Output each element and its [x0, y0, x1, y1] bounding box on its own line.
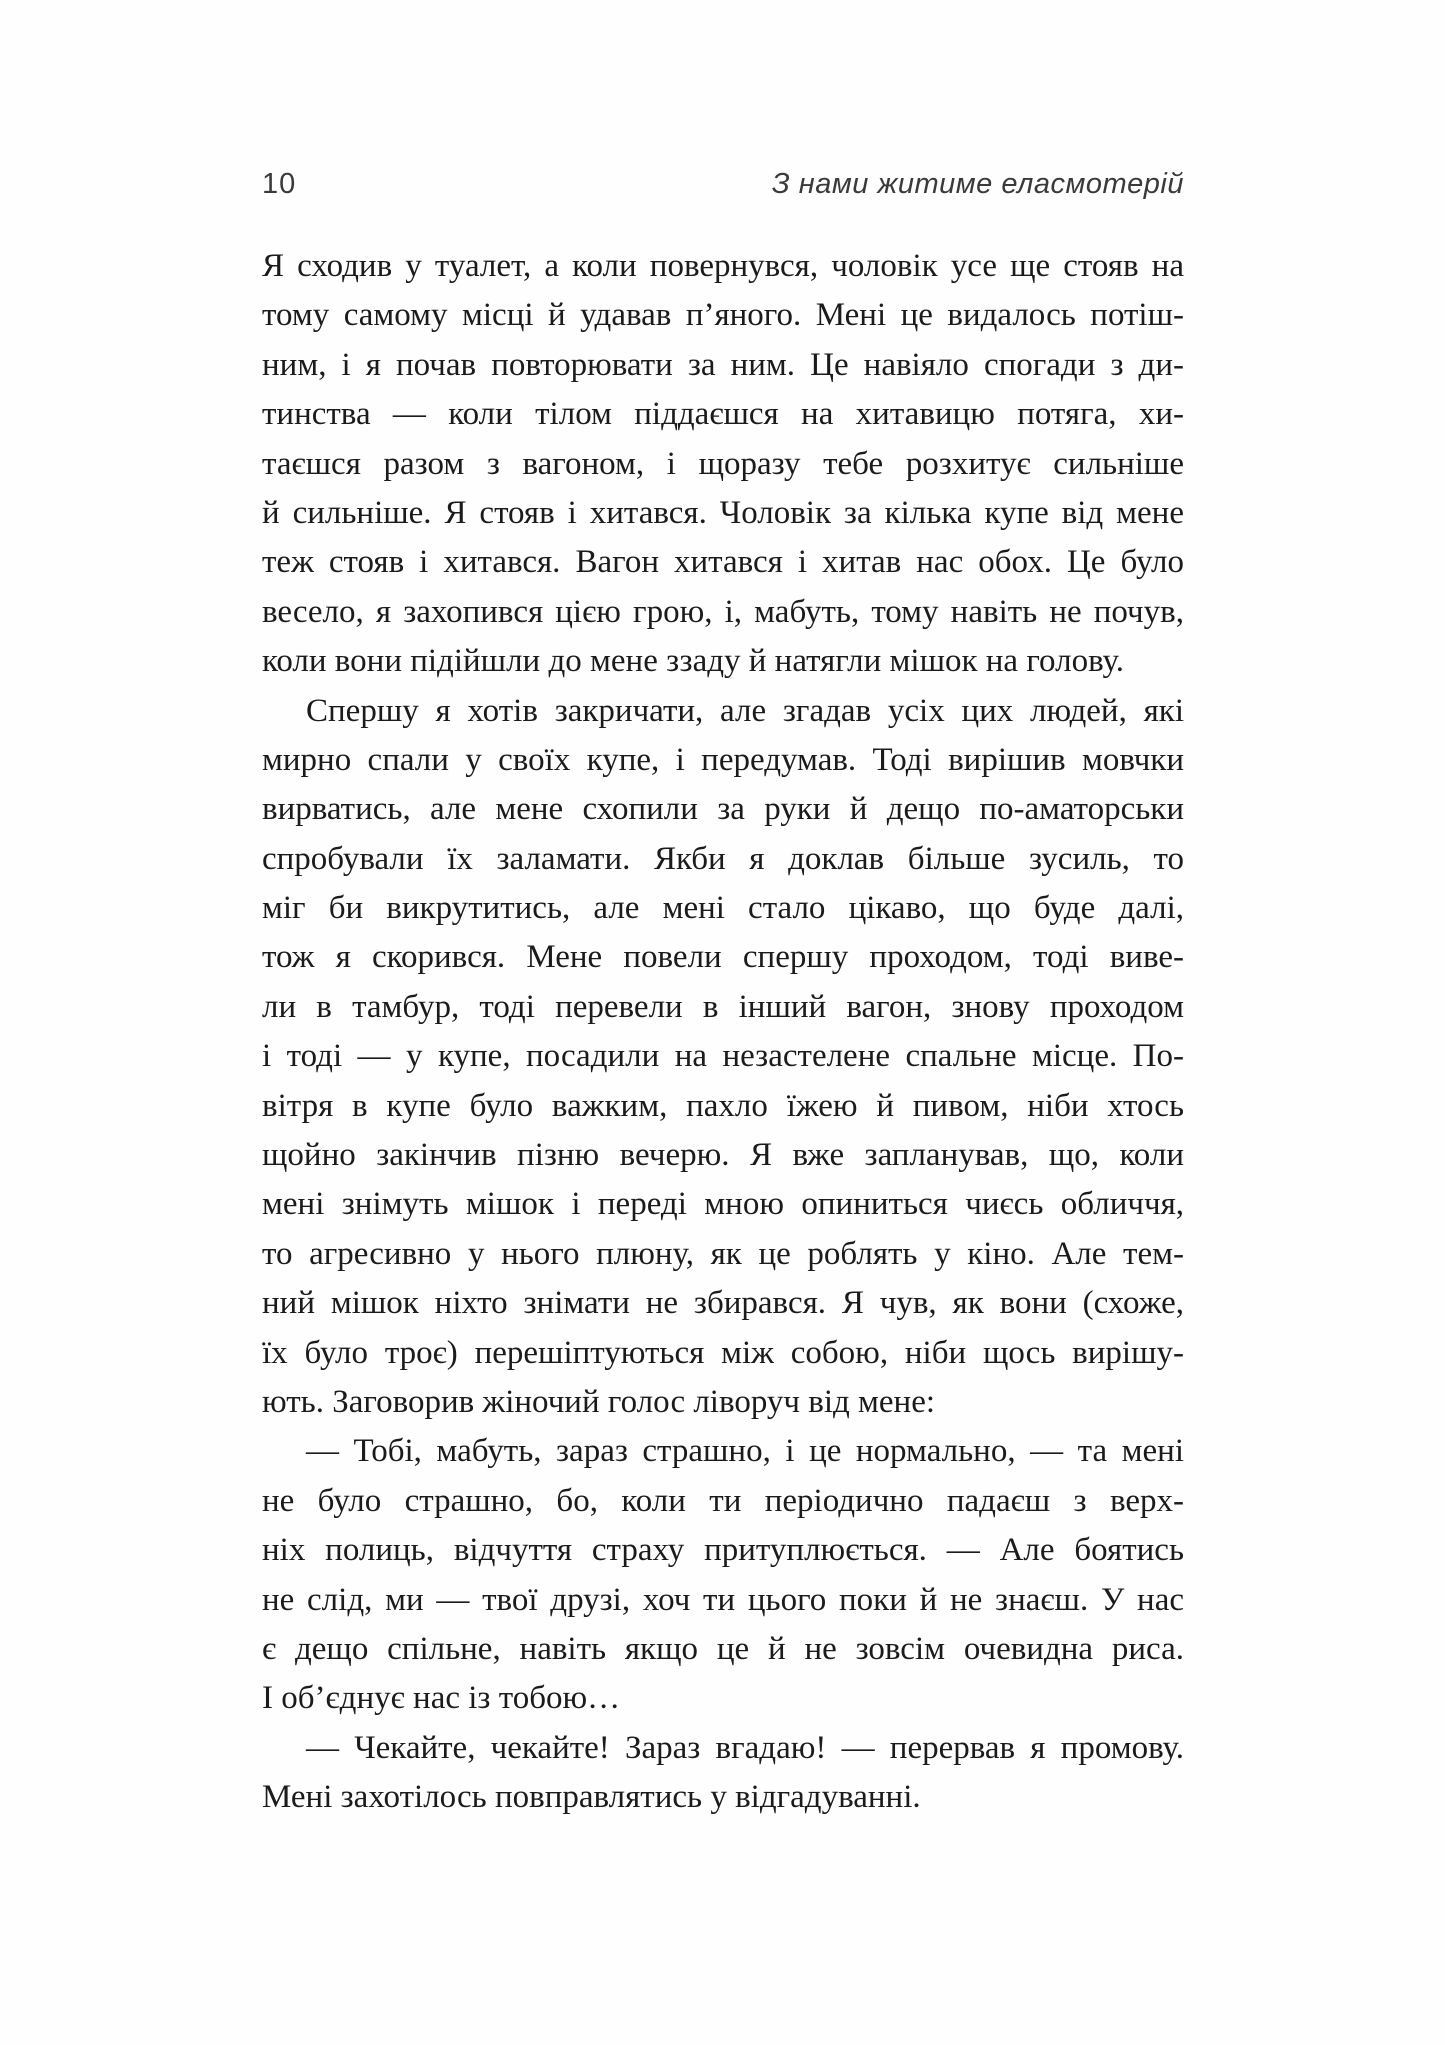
text-line: І об’єднує нас із тобою… — [262, 1680, 621, 1717]
text-line: Я сходив у туалет, а коли повернувся, чоловік усе ще стояв на — [262, 248, 1184, 284]
text-line: теж стояв і хитався. Вагон хитався і хитав нас обох. Це було — [262, 544, 1184, 581]
text-line: мені знімуть мішок і переді мною опиниться чиєсь обличчя, — [262, 1186, 1184, 1223]
book-title: З нами житиме еласмотерій — [771, 167, 1184, 200]
text-line: тому самому місці й удавав п’яного. Мені це видалось потіш- — [262, 297, 1184, 334]
text-line: міг би викрутитись, але мені стало цікаво, що буде далі, — [262, 890, 1184, 927]
text-line: — Чекайте, чекайте! Зараз вгадаю! — перервав я промову. — [306, 1729, 1184, 1766]
text-line: не слід, ми — твої друзі, хоч ти цього поки й не знаєш. У нас — [262, 1581, 1184, 1618]
page-number: 10 — [262, 167, 297, 200]
text-line: таєшся разом з вагоном, і щоразу тебе розхитує сильніше — [262, 445, 1184, 482]
text-line: вирватись, але мене схопили за руки й дещо по-аматорськи — [262, 791, 1184, 828]
text-line: є дещо спільне, навіть якщо це й не зовсім очевидна риса. — [262, 1630, 1184, 1667]
text-line: ють. Заговорив жіночий голос ліворуч від мене: — [262, 1383, 936, 1420]
text-line: ним, і я почав повторювати за ним. Це навіяло спогади з ди- — [262, 346, 1184, 383]
text-line: не було страшно, бо, коли ти періодично падаєш з верх- — [262, 1482, 1184, 1519]
text-line: тинства — коли тілом піддаєшся на хитавицю потяга, хи- — [262, 396, 1184, 433]
text-line: Спершу я хотів закричати, але згадав усіх цих людей, які — [306, 692, 1184, 729]
text-line: весело, я захопився цією грою, і, мабуть, тому навіть не почув, — [262, 593, 1184, 630]
text-line: їх було троє) перешіптуються між собою, ніби щось вирішу- — [262, 1334, 1184, 1371]
text-line: і тоді — у купе, посадили на незастелене спальне місце. По- — [262, 1038, 1184, 1075]
text-line: щойно закінчив пізню вечерю. Я вже запланував, що, коли — [262, 1137, 1184, 1174]
running-head — [262, 160, 1184, 208]
text-line: — Тобі, мабуть, зараз страшно, і це нормально, — та мені — [306, 1433, 1184, 1470]
text-line: ли в тамбур, тоді перевели в інший вагон, знову проходом — [262, 988, 1184, 1025]
text-line: спробували їх заламати. Якби я доклав більше зусиль, то — [262, 840, 1184, 877]
text-line: й сильніше. Я стояв і хитався. Чоловік за кілька купе від мене — [262, 494, 1184, 531]
body-text — [262, 242, 1184, 1823]
text-line: вітря в купе було важким, пахло їжею й пивом, ніби хтось — [262, 1087, 1184, 1124]
text-line: мирно спали у своїх купе, і передумав. Тоді вирішив мовчки — [262, 741, 1184, 778]
text-line: тож я скорився. Мене повели спершу проходом, тоді виве- — [262, 939, 1184, 976]
text-line: Мені захотілось повправлятись у відгадуванні. — [262, 1779, 921, 1816]
text-line: ніх полиць, відчуття страху притуплюється. — Але боятись — [262, 1532, 1184, 1569]
text-line: ний мішок ніхто знімати не збирався. Я чув, як вони (схоже, — [262, 1285, 1184, 1322]
text-line: коли вони підійшли до мене ззаду й натягли мішок на голову. — [262, 643, 1124, 680]
text-line: то агресивно у нього плюну, як це роблять у кіно. Але тем- — [262, 1235, 1184, 1272]
